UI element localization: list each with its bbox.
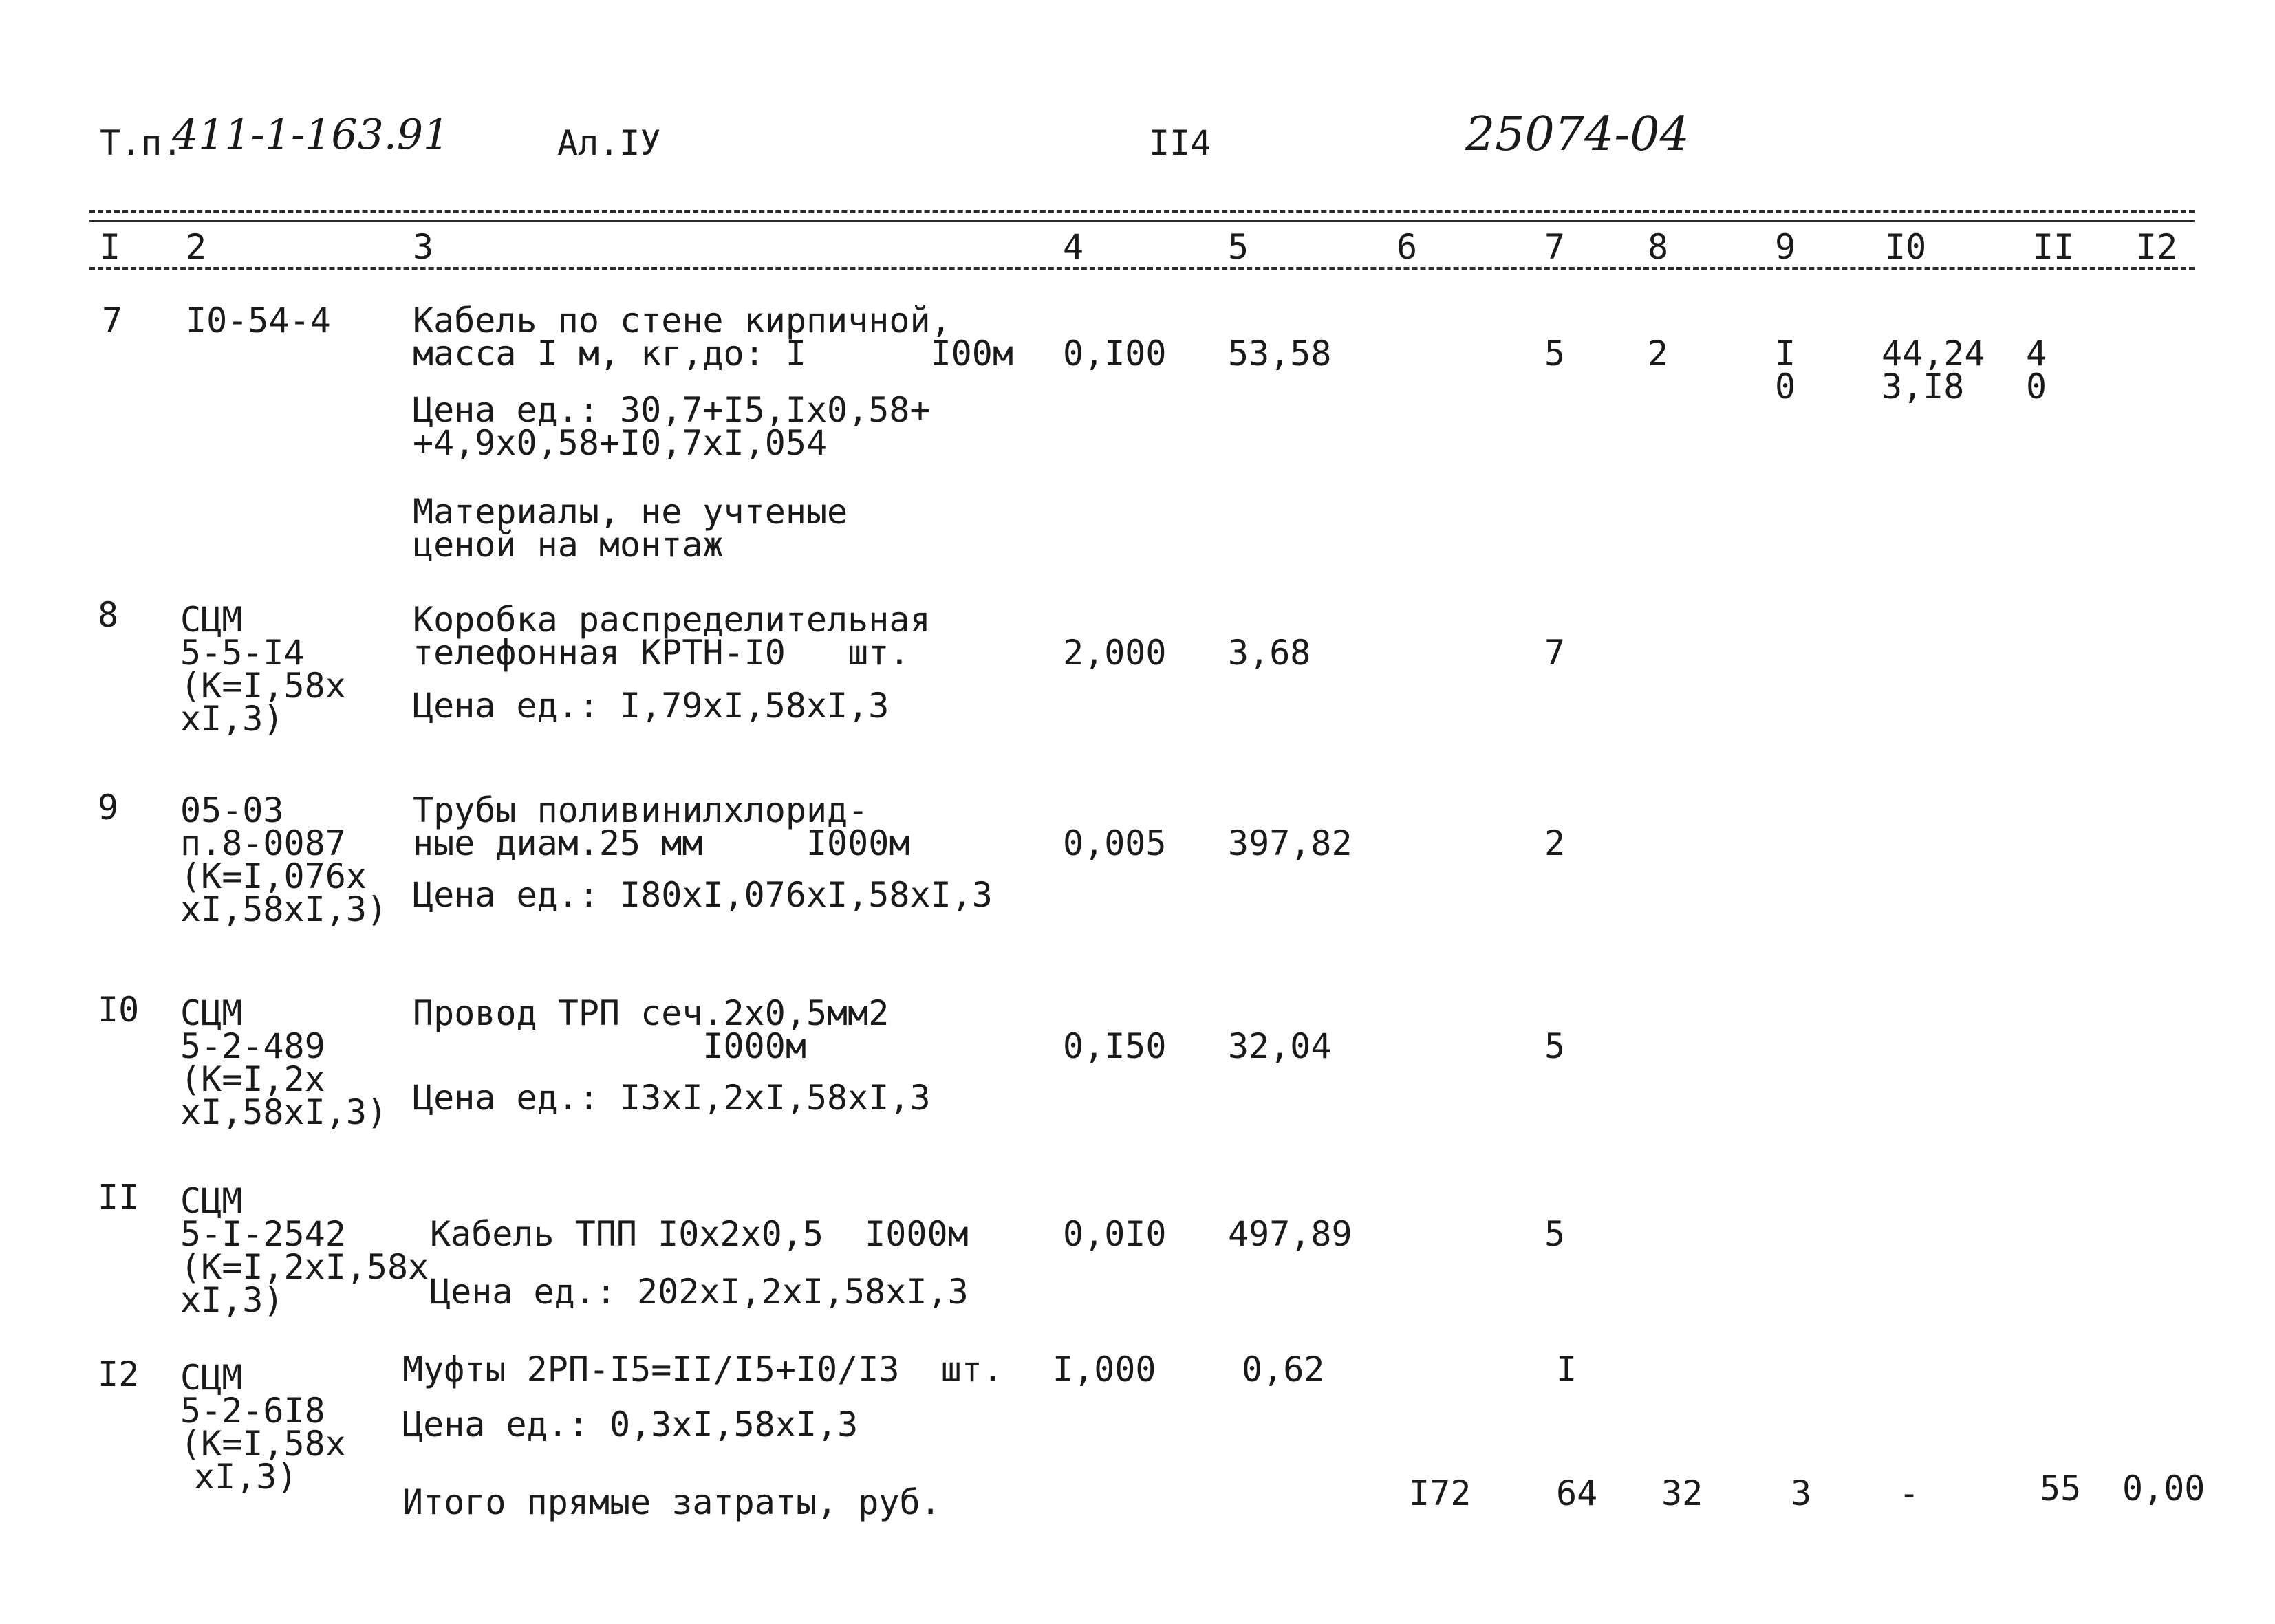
col-header-10: I0 <box>1885 227 1927 267</box>
col-header-6: 6 <box>1397 227 1418 267</box>
project-number: 411-1-163.91 <box>172 111 450 159</box>
total-label: Итого прямые затраты, руб. <box>402 1482 941 1522</box>
col-header-8: 8 <box>1648 227 1669 267</box>
row-code: (К=I,2xI,58x <box>180 1247 429 1287</box>
row-col10: 44,24 <box>1882 334 1985 373</box>
row-price-note: Цена ед.: 202xI,2xI,58xI,3 <box>430 1272 969 1312</box>
row-code: xI,58xI,3) <box>180 889 388 929</box>
row-description: Муфты 2РП-I5=II/I5+I0/I3 шт. <box>402 1350 1003 1389</box>
row-code: 5-2-489 <box>180 1026 325 1066</box>
row-description: масса I м, кг,до: I I00м <box>413 334 1013 373</box>
row-price-note: Цена ед.: I3xI,2xI,58xI,3 <box>413 1078 931 1118</box>
row-number: 7 <box>102 301 123 340</box>
row-number: 9 <box>98 788 119 827</box>
row-col7: 5 <box>1544 1214 1566 1254</box>
row-code: (К=I,2x <box>180 1059 325 1099</box>
row-description: Кабель ТПП I0x2x0,5 I000м <box>430 1214 969 1254</box>
row-description: Кабель по стене кирпичной, <box>413 301 951 340</box>
row-col7: I <box>1556 1350 1577 1389</box>
total-col10: - <box>1899 1473 1920 1513</box>
total-col6: I72 <box>1409 1473 1471 1513</box>
row-quantity: 2,000 <box>1063 633 1167 673</box>
total-col8: 32 <box>1661 1473 1703 1513</box>
row-extra-note: Материалы, не учтеные <box>413 492 848 532</box>
header-rule-top <box>89 210 2195 220</box>
row-description: I000м <box>413 1026 806 1066</box>
row-code: xI,3) <box>180 699 284 739</box>
row-quantity: 0,I50 <box>1063 1026 1167 1066</box>
row-code: 5-5-I4 <box>180 633 305 673</box>
row-quantity: 0,I00 <box>1063 334 1167 373</box>
row-number: I2 <box>98 1354 140 1394</box>
row-unit-price: 53,58 <box>1228 334 1332 373</box>
row-col11: 4 <box>2026 334 2047 373</box>
row-code: (К=I,076x <box>180 856 367 896</box>
row-col7: 5 <box>1544 1026 1566 1066</box>
row-price-note: Цена ед.: 30,7+I5,Ix0,58+ <box>413 390 931 430</box>
row-col8: 2 <box>1648 334 1669 373</box>
row-price-note: +4,9x0,58+I0,7xI,054 <box>413 423 828 463</box>
row-col7: 2 <box>1544 823 1566 863</box>
col-header-12: I2 <box>2136 227 2178 267</box>
page-number: II4 <box>1149 123 1211 163</box>
row-price-note: Цена ед.: I80xI,076xI,58xI,3 <box>413 875 993 915</box>
total-col12: 0,00 <box>2122 1469 2206 1508</box>
row-col7: 5 <box>1544 334 1566 373</box>
row-col11: 0 <box>2026 367 2047 407</box>
row-price-note: Цена ед.: I,79xI,58xI,3 <box>413 686 889 726</box>
col-header-4: 4 <box>1063 227 1084 267</box>
total-col7: 64 <box>1556 1473 1598 1513</box>
document-code: 25074-04 <box>1465 107 1690 162</box>
row-col9: I <box>1775 334 1796 373</box>
row-quantity: I,000 <box>1053 1350 1156 1389</box>
row-quantity: 0,005 <box>1063 823 1167 863</box>
row-number: 8 <box>98 595 119 635</box>
row-description: Провод ТРП сеч.2x0,5мм2 <box>413 993 889 1033</box>
row-description: Коробка распределительная <box>413 600 931 640</box>
row-number: I0 <box>98 990 140 1030</box>
row-code: СЦМ <box>180 993 243 1033</box>
col-header-9: 9 <box>1775 227 1796 267</box>
row-code: (К=I,58x <box>180 1424 346 1464</box>
row-description: ные диам.25 мм I000м <box>413 823 910 863</box>
row-code: xI,3) <box>194 1457 298 1497</box>
row-unit-price: 3,68 <box>1228 633 1311 673</box>
header-rule-top-2 <box>89 220 2195 225</box>
album-label: Ал.IУ <box>557 123 661 163</box>
col-header-2: 2 <box>186 227 207 267</box>
row-number: II <box>98 1178 140 1217</box>
total-col9: 3 <box>1791 1473 1812 1513</box>
row-extra-note: ценой на монтаж <box>413 525 724 565</box>
row-unit-price: 0,62 <box>1242 1350 1325 1389</box>
row-code: СЦМ <box>180 1181 243 1221</box>
row-description: телефонная КРТН-I0 шт. <box>413 633 910 673</box>
header-rule-bottom <box>89 267 2195 277</box>
row-quantity: 0,0I0 <box>1063 1214 1167 1254</box>
row-code: (К=I,58x <box>180 666 346 706</box>
row-code: I0-54-4 <box>186 301 331 340</box>
row-unit-price: 397,82 <box>1228 823 1352 863</box>
header-prefix: Т.п. <box>100 123 183 163</box>
row-col9: 0 <box>1775 367 1796 407</box>
col-header-7: 7 <box>1544 227 1566 267</box>
row-code: 5-I-2542 <box>180 1214 346 1254</box>
row-code: СЦМ <box>180 1358 243 1398</box>
total-col11: 55 <box>2040 1469 2082 1508</box>
row-col10: 3,I8 <box>1882 367 1965 407</box>
col-header-5: 5 <box>1228 227 1249 267</box>
row-unit-price: 497,89 <box>1228 1214 1352 1254</box>
row-code: 05-03 <box>180 790 284 830</box>
row-code: СЦМ <box>180 600 243 640</box>
col-header-1: I <box>100 227 121 267</box>
row-code: xI,3) <box>180 1280 284 1320</box>
row-unit-price: 32,04 <box>1228 1026 1332 1066</box>
row-description: Трубы поливинилхлорид- <box>413 790 869 830</box>
row-col7: 7 <box>1544 633 1566 673</box>
col-header-3: 3 <box>413 227 434 267</box>
row-code: xI,58xI,3) <box>180 1092 388 1132</box>
row-code: п.8-0087 <box>180 823 346 863</box>
row-code: 5-2-6I8 <box>180 1391 325 1431</box>
col-header-11: II <box>2033 227 2075 267</box>
row-price-note: Цена ед.: 0,3xI,58xI,3 <box>402 1405 859 1444</box>
